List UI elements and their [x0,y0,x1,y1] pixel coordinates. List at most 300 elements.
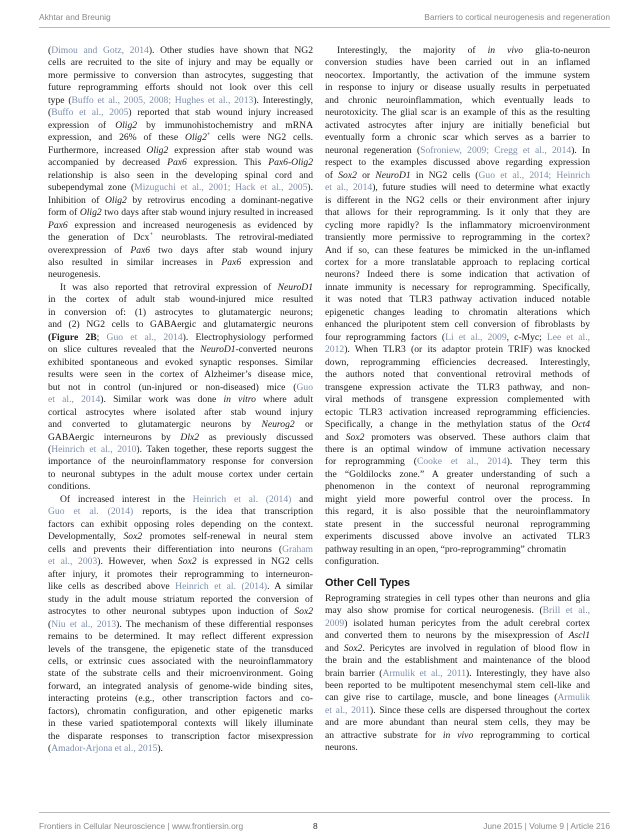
text-run: transiently more permissive to reprogramming in the cortex? [325,232,590,244]
text-run: future reprogramming efforts should not look over this cell [48,82,313,94]
italic-term: NeuroD1 [277,281,313,293]
text-run: ). However, when [97,556,178,568]
text-run: neuronal regeneration ( [325,144,421,156]
text-run: GABAergic interneurons by [48,431,181,443]
italic-term: Pax6 [130,244,151,256]
text-run: subependymal zone ( [48,182,135,194]
text-line [325,605,590,617]
text-run: enhanced the pluripotent stem cell conversion of fibroblasts by [325,319,590,331]
citation-link[interactable]: Amador-Arjona et al., 2015 [51,743,158,755]
text-run: expression and increased neurogenesis as evidenced by [67,219,313,231]
text-line [48,469,313,481]
text-run: the brain and the establishment and maintenance of the blood [325,655,590,667]
text-run: in response to injury or disease usually results in perpetuated [325,82,590,94]
citation-link[interactable]: 2012 [325,344,345,356]
citation-link[interactable]: et al., 2014 [325,182,373,194]
italic-term: Sox2 [177,556,197,568]
text-line [48,182,313,194]
italic-term: in vivo [487,45,524,56]
text-run: type ( [48,94,72,106]
text-run: expression after stab wound was [168,144,313,156]
footer-divider [39,812,610,813]
text-run: cycling more rapidly? Is the inflammatory microenvironment [325,219,590,231]
text-run: Reprograming strategies in cell types other than neurons and glia [325,592,590,604]
text-run: . Pericytes are involved in regulation of blood flow in [362,642,590,654]
text-run: factors), chromatin configuration, and other epigenetic marks [48,705,313,717]
text-run: down, reprogramming efficiencies decreased. Interestingly, [325,356,590,368]
superscript: + [206,132,211,139]
text-run: ectopic TLR3 activation increased reprogramming efficiencies. [325,406,590,418]
text-run: Furthermore, increased [48,144,147,156]
text-line [325,655,590,667]
text-line [325,220,590,232]
running-header-title: Barriers to cortical neurogenesis and regeneration [424,12,610,22]
text-run: ). Since these cells are dispersed throughout the cortex [370,704,590,716]
text-line [325,394,590,406]
text-run: ) isolated human pericytes from the adult cerebral cortex [344,617,590,629]
text-line [48,644,313,656]
citation-link[interactable]: Armulik et al., 2011 [382,667,467,679]
text-line [48,170,313,182]
citation-link[interactable]: Sofroniew, 2009; Cregg et al., 2014 [420,144,572,156]
text-run: respect to the examples discussed above regarding expression [325,157,590,169]
text-line [48,282,313,294]
italic-term: Olig2 [105,194,127,206]
text-line [48,656,313,668]
italic-term: Olig2 [185,132,207,144]
text-run: innate immunity is necessary for reprogramming. Specifically, [325,281,590,293]
text-line [325,680,590,692]
text-line [48,631,313,643]
text-line [325,618,590,630]
text-run: the “Goldilocks zone.” A greater understanding of such a [325,468,590,480]
text-run: and [291,493,313,505]
text-run: ( [48,45,52,56]
text-line [48,207,313,219]
italic-term: Olig2 [115,119,138,131]
text-run: and are more abundant than neural stem cells, they may be [325,717,590,729]
text-line [325,668,590,680]
text-run: the authors noted that conventional retroviral methods of [325,369,590,381]
text-line [325,107,590,119]
text-line [325,494,590,506]
text-run: promotes self-renewal in neural stem [142,531,313,543]
citation-link[interactable]: Brill et al., [542,605,590,617]
footer-issue: June 2015 | Volume 9 | Article 216 [483,821,610,831]
text-line [325,444,590,456]
text-line [325,332,590,344]
italic-term: Pax6-Olig2 [268,157,313,169]
text-line [48,344,313,356]
text-line [325,319,590,331]
text-run: this regard, it is also possible that the neuroinflammatory [325,506,590,518]
text-run: overexpression of [48,244,131,256]
text-run: ( [48,743,52,755]
text-line [48,693,313,705]
text-line [48,444,313,456]
text-line [325,269,590,281]
italic-term: Pax6 [48,219,68,231]
italic-term: Sox2 [123,531,143,543]
text-line [325,419,590,431]
text-run: an attractive substrate for [325,729,443,741]
text-run: neurotoxicity. The glial scar is an example of this as the resulting [325,107,590,119]
text-line [48,269,313,281]
text-run: might yield more powerful control over the process. In [325,493,590,505]
citation-link[interactable]: 2009 [325,617,345,629]
text-run: ). Taken together, these reports suggest the [136,444,313,455]
text-run: study in the adult mouse striatum reported the conversion of [48,593,313,605]
italic-term: Oct4 [571,419,590,431]
citation-link[interactable]: Guo et al. (2014) [48,506,134,518]
text-line [325,95,590,107]
text-run: , c-Myc; [506,331,547,343]
text-line [48,132,313,144]
section-heading-other-cell-types: Other Cell Types [325,576,410,589]
italic-term: Sox2 [338,169,357,181]
citation-link[interactable]: Buffo et al., 2005, 2008; Hughes et al., 2013 [71,94,254,106]
page-number: 8 [313,821,318,831]
text-run: for reprogramming ( [325,456,417,468]
text-run: been reported to be multipotent mesenchymal stem cell-like and [325,679,590,691]
text-run: ( [48,444,52,455]
text-line [48,581,313,593]
text-run: relationship is also seen in the developing spinal cord and [48,169,313,181]
left-text-column [48,45,313,756]
text-line [325,382,590,394]
text-run: state present in the successful neuronal reprogramming [325,518,590,530]
text-run: the disparate responses to transcription factor misexpression [48,730,313,742]
text-run: ). Interestingly, [253,94,313,106]
text-run: levels of the transgene, the epigenetic state of the transduced [48,643,313,655]
citation-link[interactable]: et al., 2003 [48,556,98,568]
italic-term: Ascl1 [568,630,590,642]
text-run: also resulted in similar increases in [48,256,222,268]
italic-term: Sox2 [343,642,363,654]
text-line [48,382,313,394]
text-line [325,207,590,219]
text-run: cortex for a more translatable approach to replacing cortical [325,256,590,268]
text-run: expression. This [186,157,269,169]
text-run: but not in control (un-injured or non-diseased) mice ( [48,381,297,393]
text-line [48,456,313,468]
text-run: conditions. [48,481,91,493]
text-line [325,82,590,94]
text-run: ) reported that stab wound injury increased [128,107,313,119]
text-run: transgene expression activate the TLR3 pathway, and non- [325,381,590,393]
text-run: ). Interestingly, they have also [466,667,590,679]
text-run: and [325,431,346,443]
text-line [48,369,313,381]
text-line [325,456,590,468]
text-run: exhibited spontaneous and evoked synaptic responses. Similar [48,356,313,368]
text-line [325,481,590,493]
text-line [325,245,590,257]
text-run: by immunohistochemistry and mRNA [137,119,313,131]
text-run: results were seen in the cortex of Alzheimer’s disease mice, [48,369,313,381]
text-run: cells, or extrinsic cues associated with the neuroinflammatory [48,655,313,667]
text-run: viral methods of transgene expression complemented with [325,394,590,406]
text-run: expression of [48,119,116,131]
italic-term: Olig2 [79,207,102,219]
text-run: cortical astrocytes where isolated after stab wound injury [48,406,313,418]
text-run: it was noted that TLR3 pathway activation induced notable [325,294,590,306]
citation-link[interactable]: et al., 2011 [325,704,370,716]
text-line [48,294,313,306]
citation-link[interactable]: Guo et al., 2014; Heinrich [478,169,590,181]
text-run: Developmentally, [48,531,124,543]
text-run: on slice cultures revealed that the [48,344,201,356]
text-run: experiments discussed above involve an activated TLR3 [325,531,590,543]
citation-link[interactable]: Heinrich et al., 2010 [51,444,137,455]
text-run: in conversion of: (1) astrocytes to glutamatergic neurons; [48,306,313,318]
citation-link[interactable]: Graham [282,543,313,555]
text-run: in these varied spatiotemporal contexts will likely illuminate [48,718,313,730]
text-line [325,544,590,556]
text-line [325,730,590,742]
text-line [48,594,313,606]
text-run: ( [48,618,52,630]
text-run: as previously discussed [199,431,313,443]
citation-link[interactable]: et al., 2014 [48,394,101,406]
text-run: glia-to-neuron [523,45,590,56]
text-line [48,107,313,119]
text-line [325,294,590,306]
citation-link[interactable]: Armulik [557,692,590,704]
text-line [325,45,590,57]
text-run: more permissive to conversion than astrocytes, suggesting that [48,69,313,81]
text-line [48,519,313,531]
text-run: is different in the NG2 cells or their environment after injury [325,194,590,206]
text-run: configuration. [325,556,380,568]
citation-link[interactable]: Heinrich et al. (2014) [175,581,268,593]
text-run: astrocytes to other neuronal subtypes upon induction of [48,606,295,618]
text-run: of [325,169,339,181]
text-run: conversion studies have been carried out in an inflamed [325,57,590,69]
text-line [48,145,313,157]
text-run: reprogramming to cortical [473,729,590,741]
text-line [325,506,590,518]
text-run: And if so, can these features be mimicked in the un-inflamed [325,244,590,256]
header-divider [39,27,610,28]
text-line [325,593,590,605]
text-line [48,531,313,543]
italic-term: Dlx2 [180,431,200,443]
figure-ref: (Figure 2B [48,331,97,343]
text-line [325,469,590,481]
text-line [48,743,313,755]
text-run: Specifically, a change in the methylation status of the [325,419,572,431]
text-run: It was also reported that retroviral expression of [60,281,278,293]
text-run: the generation of Dcx [48,232,150,244]
text-run: ). In [571,144,590,156]
text-run: Inhibition of [48,194,105,206]
text-run: reports, is the idea that transcription [133,506,313,518]
text-line [325,705,590,717]
citation-link[interactable]: Niu et al., 2013 [51,618,117,630]
text-run: after injury, it promotes their reprogramming to interneuron- [48,568,313,580]
text-run: form of [48,207,80,219]
italic-term: Sox2 [345,431,365,443]
text-line [325,519,590,531]
text-run: remains to be determined. It may reflect different expression [48,631,313,643]
text-line [325,282,590,294]
text-run: pathway resulting in an open, “pro-reprogramming” chromatin [325,543,567,555]
text-run: in NG2 cells ( [410,169,479,181]
text-run: activated astrocytes after injury are initially beneficial but [325,119,590,131]
citation-link[interactable]: Lee et al., [546,331,590,343]
text-line [325,369,590,381]
text-run: ). Other studies have shown that NG2 [148,45,313,56]
text-line [48,245,313,257]
citation-link[interactable]: Guo et al., 2014 [106,331,183,343]
text-line [48,70,313,82]
text-line [48,706,313,718]
text-line [48,569,313,581]
text-run: two days after stab wound injury resulted in increased [101,207,313,219]
text-run: phenomenon in the context of neuronal reprogramming [325,481,590,493]
italic-term: NeuroD1 [375,169,411,181]
text-line [48,220,313,232]
text-line [325,717,590,729]
text-line [325,195,590,207]
text-run: there is an optimal window of immune activation necessary [325,444,590,455]
text-run: state of the substrate cells and their microenvironment. Going [48,668,313,680]
text-line [325,630,590,642]
text-line [325,531,590,543]
text-line [48,432,313,444]
text-run: and converted them to neurons by the misexpression of [325,630,569,642]
text-line [48,257,313,269]
text-line [325,232,590,244]
text-line [48,332,313,344]
italic-term: in vivo [442,729,474,741]
citation-link[interactable]: Buffo et al., 2005 [51,107,129,119]
italic-term: Pax6 [167,157,187,169]
italic-term: in vitro [223,394,256,406]
text-run: ( [48,107,52,119]
text-line [48,157,313,169]
italic-term: Olig2 [146,144,169,156]
text-run: four reprogramming factors ( [325,331,446,343]
text-run: ). [307,182,313,194]
text-line [325,432,590,444]
text-line [325,182,590,194]
text-line [48,494,313,506]
text-line [48,731,313,743]
text-run: two days after stab wound injury [150,244,313,256]
text-line [48,357,313,369]
text-line [325,307,590,319]
text-run: accompanied by decreased [48,157,168,169]
citation-link[interactable]: Li et al., 2009 [445,331,507,343]
text-line [48,232,313,244]
running-header-authors: Akhtar and Breunig [39,12,111,22]
text-line [325,742,590,754]
text-run: eventually form a chronic scar which serves as a barrier to [325,132,590,144]
italic-term: NeuroD1 [200,344,236,356]
text-run: factors can exhibit opposing roles depending on the context. [48,518,313,530]
text-line [325,344,590,356]
text-run: . A similar [267,581,313,593]
text-line [48,307,313,319]
text-run: neurons? Indeed there is some indication that activation of [325,269,590,281]
text-line [48,681,313,693]
text-run: forward, an integrated analysis of genome-wide binding sites, [48,680,313,692]
text-line [325,120,590,132]
right-text-column [325,45,590,755]
text-run: cells were NG2 cells. [210,132,313,144]
text-line [48,619,313,631]
text-run: to neuronal subtypes in the adult mouse cortex under certain [48,468,313,480]
italic-term: Pax6 [221,256,242,268]
text-run: cells are recruited to the site of injury and may be equally or [48,57,313,69]
citation-link[interactable]: Guo [296,381,313,393]
text-run: interacting proteins (e.g., other transcription factors and co- [48,693,313,705]
text-line [48,419,313,431]
text-line [48,718,313,730]
text-run: is expressed in NG2 cells [196,556,313,568]
text-run: can give rise to cartilage, muscle, and bone lineages ( [325,692,558,704]
text-run: by retrovirus encoding a dominant-negative [126,194,313,206]
text-line [48,668,313,680]
text-run: brain barrier ( [325,667,383,679]
text-run: ). They term this [506,456,590,468]
text-run: cells and prevents their differentiation into neurons ( [48,543,283,555]
text-run: and [325,642,344,654]
text-line [48,45,313,57]
text-line [48,82,313,94]
text-line [48,394,313,406]
text-run: and (2) NG2 cells to GABAergic and glutamatergic neurons [48,319,313,331]
text-run: where adult [255,394,313,406]
text-line [48,195,313,207]
text-run: ). Electrophysiology performed [182,331,313,343]
text-line [48,544,313,556]
citation-link[interactable]: Heinrich et al. (2014) [192,493,292,505]
text-run: expression and [241,256,313,268]
citation-link[interactable]: Cooke et al., 2014 [416,456,507,468]
text-run: importance of the neuroinflammatory response for conversion [48,456,313,468]
text-line [325,70,590,82]
italic-term: Neurog2 [261,419,295,431]
text-run: promoters was observed. These authors claim that [364,431,590,443]
text-line [48,120,313,132]
text-line [325,170,590,182]
text-line [325,145,590,157]
text-line [325,157,590,169]
text-run: epigenetic changes leading to chromatin alterations which [325,306,590,318]
text-run: Of increased interest in the [60,493,193,505]
text-line [48,95,313,107]
text-line [325,643,590,655]
text-run: and converted to glutamatergic neurons by [48,419,262,431]
text-line [325,407,590,419]
text-line [48,407,313,419]
text-line [48,506,313,518]
citation-link[interactable]: Mizuguchi et al., 2001; Hack et al., 2005 [134,182,308,194]
text-line [48,57,313,69]
text-run: ). When TLR3 (or its adaptor protein TRIF) was knocked [344,344,590,356]
text-run: neuroblasts. The retroviral-mediated [152,232,313,244]
superscript: + [149,232,153,238]
text-run: neurons. [325,742,358,754]
text-run: ). [157,743,163,755]
text-line [325,57,590,69]
text-run: or [356,169,376,181]
text-line [48,319,313,331]
citation-link[interactable]: Dimou and Gotz, 2014 [51,45,149,56]
